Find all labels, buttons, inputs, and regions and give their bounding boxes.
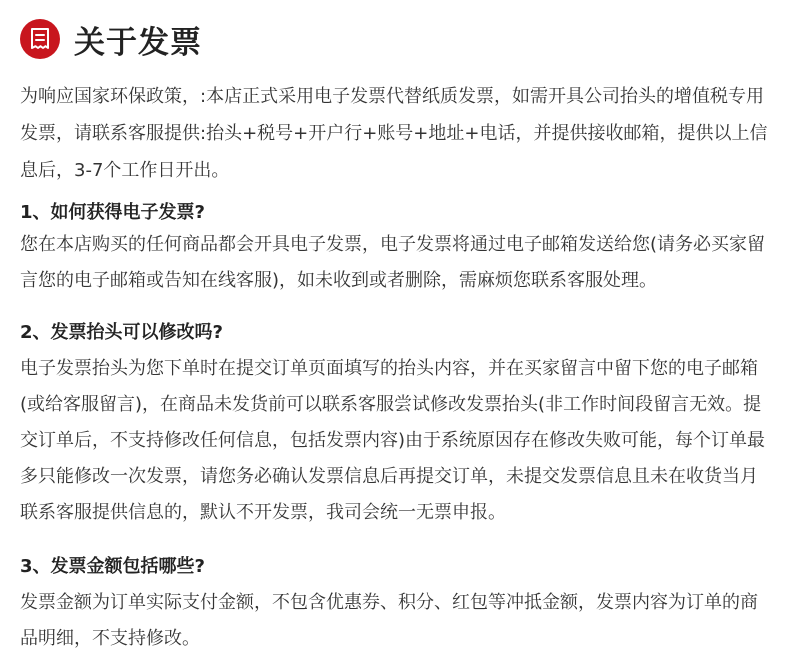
- faq-answer-3: 发票金额为订单实际支付金额，不包含优惠券、积分、红包等冲抵金额，发票内容为订单的商品明细，不支持修改。: [20, 592, 758, 649]
- faq-section-2: [20, 321, 770, 531]
- faq-question-2: 2、发票抬头可以修改吗?: [20, 322, 223, 343]
- intro-paragraph: 为响应国家环保政策，:本店正式采用电子发票代替纸质发票，如需开具公司抬头的增值税专用发票，请联系客服提供:抬头+税号+开户行+账号+地址+电话，并提供接收邮箱，提供以上信息后，3-7个工作日开出。: [20, 86, 768, 181]
- faq-answer-1: 您在本店购买的任何商品都会开具电子发票，电子发票将通过电子邮箱发送给您(请务必买家留言您的电子邮箱或告知在线客服)，如未收到或者删除，需麻烦您联系客服处理。: [20, 234, 766, 291]
- page-title: 关于发票: [74, 24, 202, 61]
- faq-question-3: 3、发票金额包括哪些?: [20, 556, 205, 577]
- faq-section-1: [20, 201, 770, 299]
- faq-section-3: [20, 555, 770, 657]
- faq-question-1: 1、如何获得电子发票?: [20, 202, 205, 223]
- page-header: [20, 0, 770, 78]
- faq-answer-2: 电子发票抬头为您下单时在提交订单页面填写的抬头内容，并在买家留言中留下您的电子邮箱(或给客服留言)，在商品未发货前可以联系客服尝试修改发票抬头(非工作时间段留言无效。提交订单后，不支持修改任何信息，包括发票内容)由于系统原因存在修改失败可能，每个订单最多只能修改一次发票，请您务必确认发票信息后再提交订单，未提交发票信息且未在收货当月联系客服提供信息的，默认不开发票，我司会统一无票申报。: [20, 358, 766, 523]
- receipt-icon: [20, 19, 60, 59]
